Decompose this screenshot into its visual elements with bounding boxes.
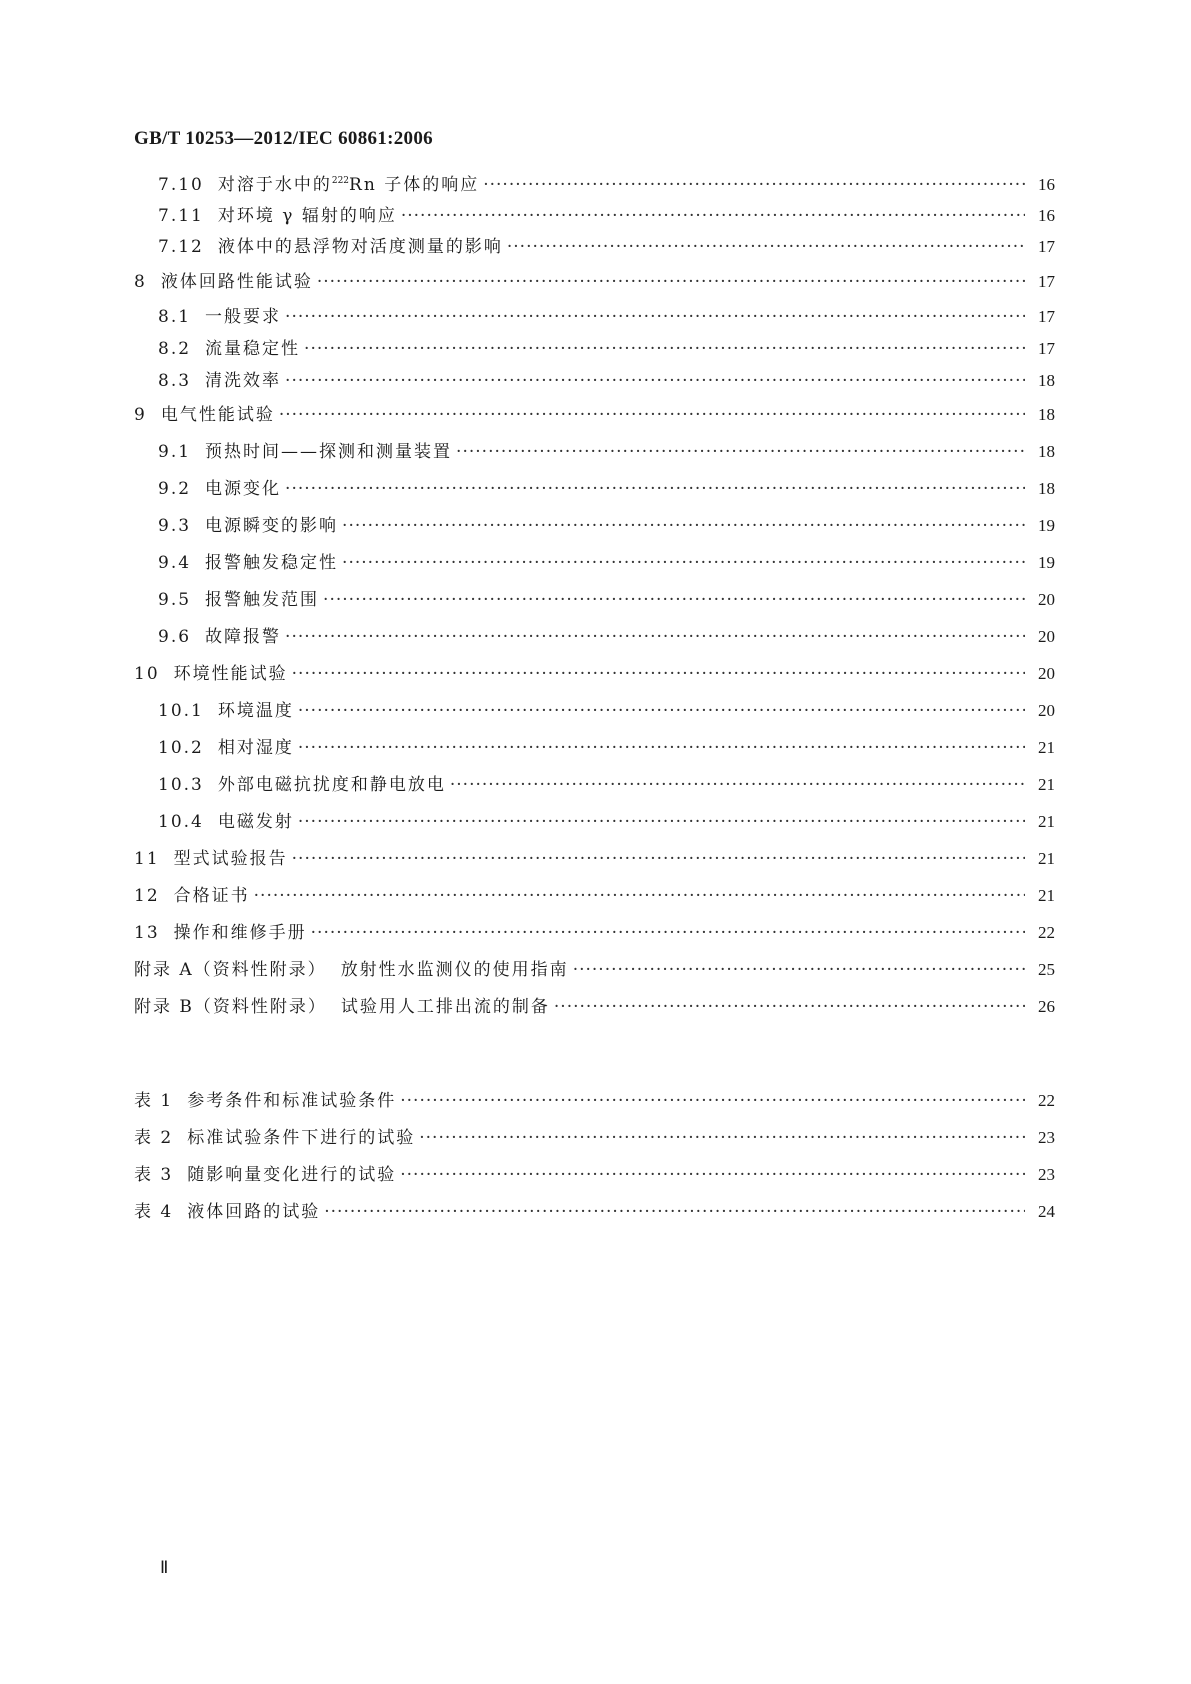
toc-entry[interactable] — [158, 201, 1055, 226]
leader-dots — [342, 553, 1025, 573]
table-page: 24 — [1038, 1202, 1055, 1221]
toc-page: 17 — [1038, 272, 1055, 291]
toc-number: 9.3 — [158, 516, 192, 536]
toc-number: 10.3 — [158, 775, 204, 795]
toc-entry[interactable] — [134, 918, 1055, 943]
toc-number: 附录 A（资料性附录） — [134, 960, 327, 980]
leader-dots — [342, 516, 1025, 536]
toc-page: 19 — [1038, 516, 1055, 535]
table-number: 表 3 — [134, 1165, 174, 1185]
toc-title: 外部电磁抗扰度和静电放电 — [217, 775, 446, 795]
toc-number: 9.4 — [158, 553, 192, 573]
toc-entry[interactable] — [158, 585, 1055, 610]
leader-dots — [400, 1091, 1025, 1111]
toc-number: 9.5 — [158, 590, 192, 610]
toc-entry[interactable] — [158, 770, 1055, 795]
toc-title: 一般要求 — [205, 307, 282, 327]
toc-number: 8.2 — [158, 339, 192, 359]
toc-title: 电磁发射 — [217, 812, 294, 832]
leader-dots — [285, 371, 1025, 391]
toc-title: 对溶于水中的$^{222}$Rn 子体的响应 — [217, 175, 480, 195]
toc-page: 17 — [1038, 307, 1055, 326]
toc-entry[interactable] — [158, 511, 1055, 536]
toc-number: 7.10 — [158, 175, 204, 195]
leader-dots — [298, 701, 1025, 721]
leader-dots — [400, 1165, 1025, 1185]
toc-page: 18 — [1038, 371, 1055, 390]
toc-entry[interactable] — [134, 955, 1055, 980]
leader-dots — [483, 175, 1025, 195]
toc-page: 20 — [1038, 664, 1055, 683]
table-title: 液体回路的试验 — [187, 1202, 321, 1222]
toc-title: 合格证书 — [173, 886, 250, 906]
table-list-entry[interactable] — [134, 1086, 1055, 1111]
toc-title: 操作和维修手册 — [173, 923, 307, 943]
toc-number: 9.1 — [158, 442, 192, 462]
leader-dots — [573, 960, 1025, 980]
toc-entry[interactable] — [158, 548, 1055, 573]
leader-dots — [324, 1202, 1025, 1222]
toc-title: 液体中的悬浮物对活度测量的影响 — [217, 237, 503, 257]
table-title: 参考条件和标准试验条件 — [187, 1091, 397, 1111]
leader-dots — [507, 237, 1025, 257]
leader-dots — [285, 307, 1025, 327]
toc-page: 18 — [1038, 405, 1055, 424]
toc-title: 电源变化 — [205, 479, 282, 499]
toc-number: 附录 B（资料性附录） — [134, 997, 327, 1017]
leader-dots — [254, 886, 1025, 906]
toc-page: 17 — [1038, 237, 1055, 256]
toc-entry[interactable] — [134, 267, 1055, 292]
toc-title: 相对湿度 — [217, 738, 294, 758]
toc-title: 对环境 γ 辐射的响应 — [217, 206, 397, 226]
toc-entry[interactable] — [134, 844, 1055, 869]
toc-entry[interactable] — [158, 334, 1055, 359]
toc-number: 7.12 — [158, 237, 204, 257]
table-list-entry[interactable] — [134, 1123, 1055, 1148]
toc-number: 8 — [134, 272, 147, 292]
table-number: 表 1 — [134, 1091, 174, 1111]
document-id: GB/T 10253—2012/IEC 60861:2006 — [134, 128, 433, 149]
toc-number: 10.1 — [158, 701, 204, 721]
toc-number: 9.6 — [158, 627, 192, 647]
toc-title: 电气性能试验 — [160, 405, 275, 425]
toc-number: 9.2 — [158, 479, 192, 499]
toc-page: 17 — [1038, 339, 1055, 358]
toc-number: 9 — [134, 405, 147, 425]
toc-entry[interactable] — [158, 170, 1055, 195]
toc-number: 8.1 — [158, 307, 192, 327]
toc-page: 18 — [1038, 442, 1055, 461]
leader-dots — [304, 339, 1025, 359]
toc-title: 试验用人工排出流的制备 — [340, 997, 550, 1017]
leader-dots — [285, 627, 1025, 647]
toc-page: 22 — [1038, 923, 1055, 942]
toc-page: 21 — [1038, 849, 1055, 868]
toc-entry[interactable] — [158, 474, 1055, 499]
toc-page: 20 — [1038, 701, 1055, 720]
toc-entry[interactable] — [158, 366, 1055, 391]
toc-number: 12 — [134, 886, 160, 906]
toc-number: 13 — [134, 923, 160, 943]
toc-title: 放射性水监测仪的使用指南 — [340, 960, 569, 980]
toc-title: 清洗效率 — [205, 371, 282, 391]
table-page: 22 — [1038, 1091, 1055, 1110]
toc-page: 21 — [1038, 812, 1055, 831]
toc-page: 18 — [1038, 479, 1055, 498]
toc-title: 液体回路性能试验 — [160, 272, 313, 292]
toc-entry[interactable] — [158, 437, 1055, 462]
table-title: 标准试验条件下进行的试验 — [187, 1128, 416, 1148]
table-number: 表 2 — [134, 1128, 174, 1148]
page-number: Ⅱ — [160, 1558, 169, 1577]
toc-number: 8.3 — [158, 371, 192, 391]
toc-page: 26 — [1038, 997, 1055, 1016]
leader-dots — [317, 272, 1025, 292]
toc-page: 25 — [1038, 960, 1055, 979]
toc-number: 10.2 — [158, 738, 204, 758]
leader-dots — [450, 775, 1025, 795]
toc-entry[interactable] — [158, 733, 1055, 758]
table-list-entry[interactable] — [134, 1160, 1055, 1185]
toc-title: 流量稳定性 — [205, 339, 301, 359]
leader-dots — [298, 812, 1025, 832]
leader-dots — [323, 590, 1025, 610]
toc-entry[interactable] — [134, 881, 1055, 906]
table-title: 随影响量变化进行的试验 — [187, 1165, 397, 1185]
toc-number: 10.4 — [158, 812, 204, 832]
leader-dots — [285, 479, 1025, 499]
toc-page: 19 — [1038, 553, 1055, 572]
toc-entry[interactable] — [134, 659, 1055, 684]
toc-number: 11 — [134, 849, 160, 869]
toc-entry[interactable] — [134, 400, 1055, 425]
toc-page: 16 — [1038, 175, 1055, 194]
toc-page: 21 — [1038, 738, 1055, 757]
toc-title: 报警触发范围 — [205, 590, 320, 610]
table-page: 23 — [1038, 1165, 1055, 1184]
leader-dots — [311, 923, 1025, 943]
leader-dots — [298, 738, 1025, 758]
table-page: 23 — [1038, 1128, 1055, 1147]
toc-entry[interactable] — [158, 622, 1055, 647]
leader-dots — [292, 849, 1025, 869]
toc-number: 7.11 — [158, 206, 204, 226]
toc-entry[interactable] — [158, 696, 1055, 721]
toc-entry[interactable] — [158, 302, 1055, 327]
toc-page: 21 — [1038, 775, 1055, 794]
table-number: 表 4 — [134, 1202, 174, 1222]
toc-title: 故障报警 — [205, 627, 282, 647]
toc-title: 环境性能试验 — [173, 664, 288, 684]
toc-number: 10 — [134, 664, 160, 684]
leader-dots — [419, 1128, 1025, 1148]
toc-title: 预热时间——探测和测量装置 — [205, 442, 453, 462]
toc-entry[interactable] — [158, 232, 1055, 257]
leader-dots — [456, 442, 1025, 462]
leader-dots — [292, 664, 1025, 684]
toc-entry[interactable] — [158, 807, 1055, 832]
leader-dots — [279, 405, 1025, 425]
isotope-superscript: 222 — [331, 176, 350, 186]
table-list-entry[interactable] — [134, 1197, 1055, 1222]
toc-title: 电源瞬变的影响 — [205, 516, 339, 536]
leader-dots — [554, 997, 1025, 1017]
toc-page: 21 — [1038, 886, 1055, 905]
toc-page: 20 — [1038, 627, 1055, 646]
toc-page: 16 — [1038, 206, 1055, 225]
toc-title: 报警触发稳定性 — [205, 553, 339, 573]
toc-entry[interactable] — [134, 992, 1055, 1017]
toc-page: 20 — [1038, 590, 1055, 609]
leader-dots — [401, 206, 1025, 226]
toc-title: 型式试验报告 — [173, 849, 288, 869]
toc-title: 环境温度 — [217, 701, 294, 721]
